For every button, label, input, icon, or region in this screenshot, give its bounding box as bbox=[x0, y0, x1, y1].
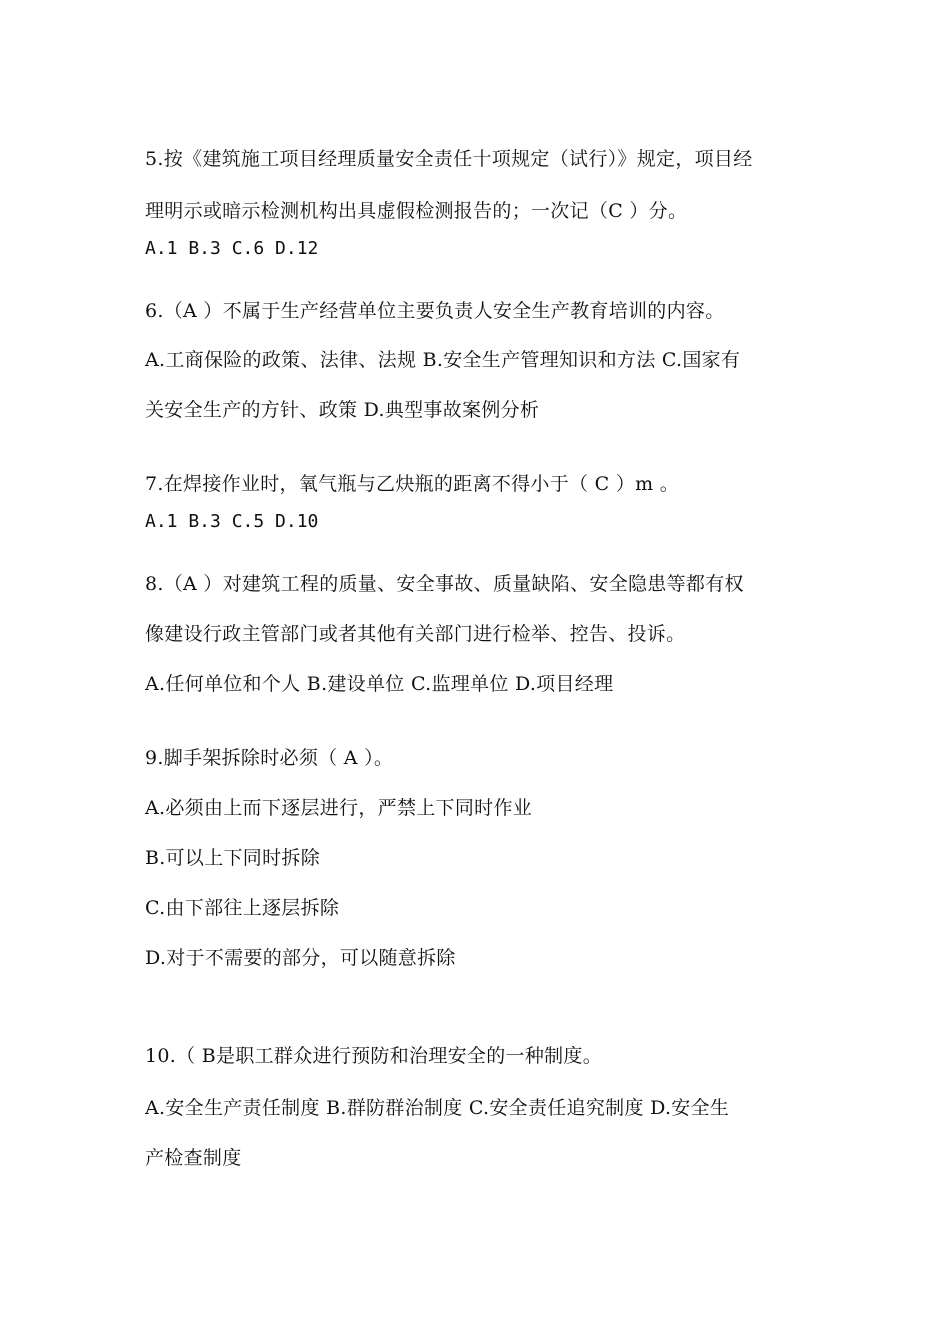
question-8-line-1: 8.（A ）对建筑工程的质量、安全事故、质量缺陷、安全隐患等都有权 bbox=[145, 573, 744, 595]
question-9-option-b: B.可以上下同时拆除 bbox=[145, 847, 321, 869]
question-6-line-1: 6.（A ）不属于生产经营单位主要负责人安全生产教育培训的内容。 bbox=[145, 300, 725, 322]
question-10-options-line-2: 产检查制度 bbox=[145, 1147, 242, 1169]
question-5-options: A.1 B.3 C.6 D.12 bbox=[145, 238, 319, 259]
question-7-line-1: 7.在焊接作业时，氧气瓶与乙炔瓶的距离不得小于（ C ）m 。 bbox=[145, 473, 680, 495]
question-6-options-line-1: A.工商保险的政策、法律、法规 B.安全生产管理知识和方法 C.国家有 bbox=[145, 349, 741, 371]
question-5-line-2: 理明示或暗示检测机构出具虚假检测报告的；一次记（C ）分。 bbox=[145, 200, 688, 222]
question-7-options: A.1 B.3 C.5 D.10 bbox=[145, 511, 319, 532]
question-9-line-1: 9.脚手架拆除时必须（ A ）。 bbox=[145, 747, 394, 769]
question-9-option-a: A.必须由上而下逐层进行，严禁上下同时作业 bbox=[145, 797, 533, 819]
question-6-options-line-2: 关安全生产的方针、政策 D.典型事故案例分析 bbox=[145, 399, 540, 421]
question-8-line-2: 像建设行政主管部门或者其他有关部门进行检举、控告、投诉。 bbox=[145, 623, 686, 645]
question-5-line-1: 5.按《建筑施工项目经理质量安全责任十项规定（试行）》规定，项目经 bbox=[145, 148, 753, 170]
question-8-options: A.任何单位和个人 B.建设单位 C.监理单位 D.项目经理 bbox=[145, 673, 614, 695]
question-10-line-1: 10.（ B是职工群众进行预防和治理安全的一种制度。 bbox=[145, 1045, 603, 1067]
question-9-option-d: D.对于不需要的部分，可以随意拆除 bbox=[145, 947, 456, 969]
question-10-options-line-1: A.安全生产责任制度 B.群防群治制度 C.安全责任追究制度 D.安全生 bbox=[145, 1097, 730, 1119]
question-9-option-c: C.由下部往上逐层拆除 bbox=[145, 897, 340, 919]
